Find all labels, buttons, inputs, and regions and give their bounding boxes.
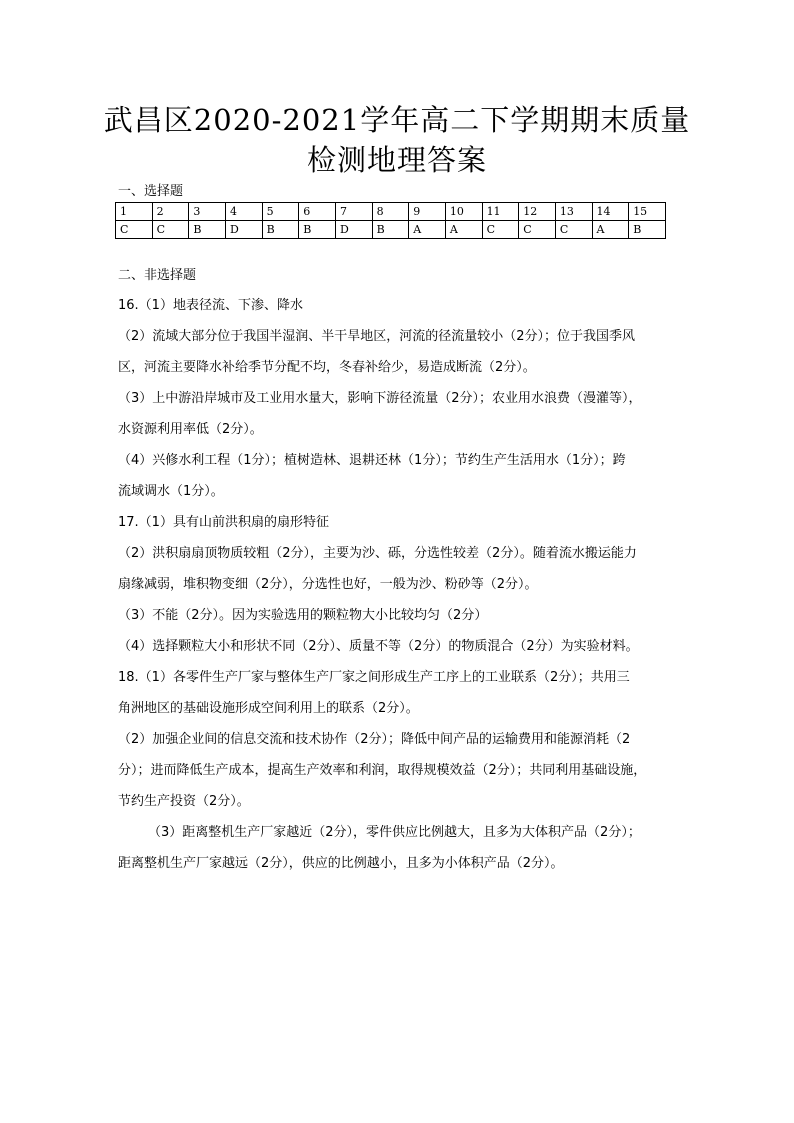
answer-line: （2）加强企业间的信息交流和技术协作（2分）；降低中间产品的运输费用和能源消耗（2: [118, 732, 631, 747]
answer-cell: B: [262, 221, 299, 239]
answer-cell: A: [592, 221, 629, 239]
question-number: 14: [592, 203, 629, 221]
answer-cell: B: [189, 221, 226, 239]
answer-line: （4）选择颗粒大小和形状不同（2分）、质量不等（2分）的物质混合（2分）为实验材料。: [118, 639, 639, 654]
answer-body: [118, 290, 678, 879]
answer-line: （3）上中游沿岸城市及工业用水量大，影响下游径流量（2分）；农业用水浪费（漫灌等），: [118, 391, 642, 406]
answer-line: 流域调水（1分）。: [118, 484, 224, 499]
question-number: 10: [445, 203, 482, 221]
answer-cell: A: [409, 221, 446, 239]
answer-line: （3）不能（2分）。因为实验选用的颗粒物大小比较均匀（2分）: [118, 608, 488, 623]
answer-line: 16.（1）地表径流、下渗、降水: [118, 298, 303, 313]
question-number: 12: [519, 203, 556, 221]
question-number: 7: [335, 203, 372, 221]
answer-line: 水资源利用率低（2分）。: [118, 422, 263, 437]
question-number: 11: [482, 203, 519, 221]
question-number: 15: [629, 203, 666, 221]
answer-line: 距离整机生产厂家越远（2分），供应的比例越小，且多为小体积产品（2分）。: [118, 856, 564, 871]
answer-line: 节约生产投资（2分）。: [118, 794, 250, 809]
question-number: 3: [189, 203, 226, 221]
question-number: 5: [262, 203, 299, 221]
answer-cell: C: [482, 221, 519, 239]
answer-cell: D: [225, 221, 262, 239]
answer-line: 区，河流主要降水补给季节分配不均，冬春补给少，易造成断流（2分）。: [118, 360, 536, 375]
answer-cell: B: [299, 221, 336, 239]
answer-cell: C: [519, 221, 556, 239]
question-number: 6: [299, 203, 336, 221]
answer-table-answer-row: [116, 221, 666, 239]
answer-cell: B: [629, 221, 666, 239]
answer-line: 17.（1）具有山前洪积扇的扇形特征: [118, 515, 329, 530]
answer-line: 角洲地区的基础设施形成空间利用上的联系（2分）。: [118, 701, 419, 716]
answer-line: 18.（1）各零件生产厂家与整体生产厂家之间形成生产工序上的工业联系（2分）；共用三: [118, 670, 630, 685]
section-heading-non-choice: 二、非选择题: [118, 268, 197, 283]
document-title-line1: 武昌区2020-2021学年高二下学期期末质量: [103, 103, 691, 137]
answer-line: （2）洪积扇扇顶物质较粗（2分），主要为沙、砾，分选性较差（2分）。随着流水搬运能力: [118, 546, 637, 561]
answer-cell: D: [335, 221, 372, 239]
answer-cell: A: [445, 221, 482, 239]
question-number: 8: [372, 203, 409, 221]
answer-cell: C: [555, 221, 592, 239]
answer-cell: C: [116, 221, 153, 239]
answer-line: 扇缘减弱，堆积物变细（2分），分选性也好，一般为沙、粉砂等（2分）。: [118, 577, 538, 592]
question-number: 13: [555, 203, 592, 221]
question-number: 1: [116, 203, 153, 221]
section-heading-multiple-choice: 一、选择题: [118, 184, 184, 199]
answer-cell: C: [152, 221, 189, 239]
answer-line: （2）流域大部分位于我国半湿润、半干旱地区，河流的径流量较小（2分）；位于我国季风: [118, 329, 636, 344]
question-number: 2: [152, 203, 189, 221]
answer-line: （4）兴修水利工程（1分）；植树造林、退耕还林（1分）；节约生产生活用水（1分）；跨: [118, 453, 626, 468]
answer-line: （3）距离整机生产厂家越近（2分），零件供应比例越大，且多为大体积产品（2分）；: [148, 825, 641, 840]
question-number: 9: [409, 203, 446, 221]
answer-table: [115, 202, 666, 239]
answer-table-number-row: [116, 203, 666, 221]
answer-cell: B: [372, 221, 409, 239]
document-title-line2: 检测地理答案: [306, 143, 487, 177]
answer-line: 分）；进而降低生产成本，提高生产效率和利润，取得规模效益（2分）；共同利用基础设施，: [118, 763, 647, 778]
question-number: 4: [225, 203, 262, 221]
